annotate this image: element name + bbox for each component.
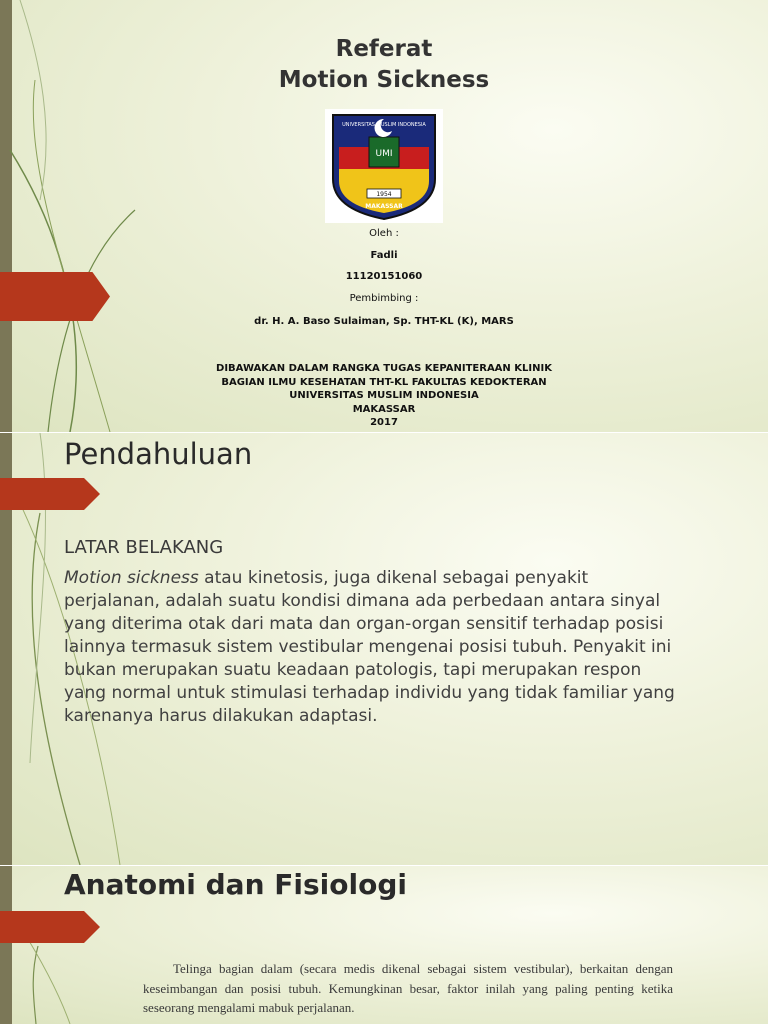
footer-line: BAGIAN ILMU KESEHATAN THT-KL FAKULTAS KEDOKTERAN xyxy=(221,376,547,388)
footer-line: DIBAWAKAN DALAM RANGKA TUGAS KEPANITERAAN KLINIK xyxy=(216,363,552,374)
term-italic: Motion sickness xyxy=(64,568,199,588)
footer-line: MAKASSAR xyxy=(352,403,416,415)
university-logo xyxy=(325,109,443,223)
supervisor-label: Pembimbing : xyxy=(349,293,419,304)
logo-city: MAKASSAR xyxy=(365,203,403,210)
introduction-slide xyxy=(0,433,768,865)
body-paragraph: Telinga bagian dalam (secara medis dikenal sebagai sistem vestibular), berkaitan dengan keseimbangan dan posisi tubuh. Kemungkinan besar, faktor inilah yang paling penting ketika seseorang mengalami mabuk perjalanan. xyxy=(143,961,673,1015)
body-paragraph xyxy=(64,567,684,728)
title-slide xyxy=(0,0,768,432)
footer-line: UNIVERSITAS MUSLIM INDONESIA xyxy=(289,390,479,401)
presentation-footer xyxy=(0,362,768,430)
section-subheading: LATAR BELAKANG xyxy=(64,537,224,558)
red-arrow-tab xyxy=(0,911,100,943)
student-id: 11120151060 xyxy=(345,271,423,282)
slide-heading: Anatomi dan Fisiologi xyxy=(64,868,407,901)
logo-year: 1954 xyxy=(376,191,392,198)
footer-line: 2017 xyxy=(370,417,398,428)
supervisor-name: dr. H. A. Baso Sulaiman, Sp. THT-KL (K), MARS xyxy=(254,316,514,327)
anatomy-slide xyxy=(0,866,768,1024)
title-line-1: Referat xyxy=(335,36,433,62)
logo-top-text: UNIVERSITAS MUSLIM INDONESIA xyxy=(342,122,426,128)
slide-heading: Pendahuluan xyxy=(64,437,253,471)
red-arrow-tab xyxy=(0,478,100,510)
title-line-2: Motion Sickness xyxy=(278,67,490,93)
by-label: Oleh : xyxy=(369,228,399,239)
logo-emblem-text: UMI xyxy=(375,149,393,159)
author-name: Fadli xyxy=(370,250,398,261)
paragraph-text: atau kinetosis, juga dikenal sebagai penyakit perjalanan, adalah suatu kondisi dimana ada perbedaan antara sinyal yang diterima otak dari mata dan organ-organ sensitif terhadap posisi lainnya termasuk sistem vestibular mengenai posisi tubuh. Penyakit ini bukan merupakan suatu keadaan patologis, tapi merupakan respon yang normal untuk stimulasi terhadap individu yang tidak familiar yang karenanya harus dilakukan adaptasi. xyxy=(64,568,675,726)
